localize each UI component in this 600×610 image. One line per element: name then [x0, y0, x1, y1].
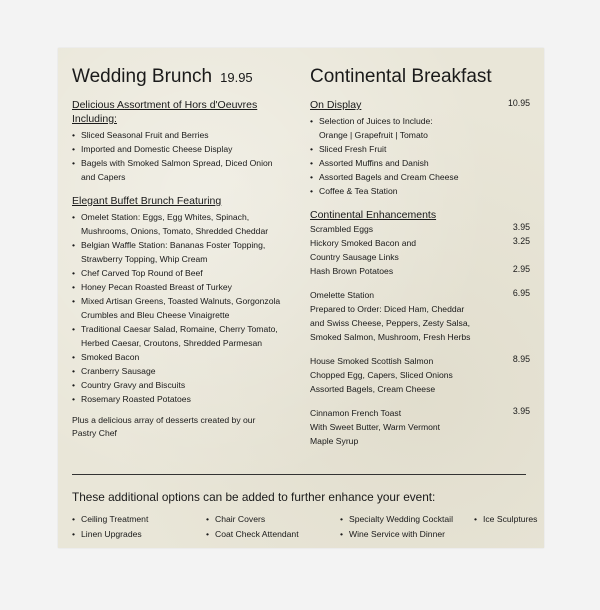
enhancements-heading: Continental Enhancements: [310, 209, 437, 221]
list-item: • Wine Service with Dinner: [340, 527, 474, 542]
list-item-continuation: Mushrooms, Onions, Tomato, Shredded Cheddar: [81, 226, 269, 236]
list-item: • Ice Sculptures: [474, 512, 546, 527]
list-item: • Smoked Bacon: [72, 350, 292, 364]
continental-breakfast-column: [310, 66, 532, 448]
menu-item-row: [310, 354, 532, 368]
list-item: • Sliced Fresh Fruit: [310, 142, 532, 156]
list-item-continuation: Crumbles and Bleu Cheese Vinaigrette: [81, 310, 230, 320]
additional-options-list: [72, 512, 542, 542]
scrambled-eggs: Scrambled Eggs: [310, 224, 374, 234]
list-item: • Country Gravy and Biscuits: [72, 378, 292, 392]
list-item: • Coffee & Tea Station: [310, 184, 532, 198]
bacon-price: 3.25: [512, 236, 530, 246]
bacon-line1: Hickory Smoked Bacon and: [310, 238, 417, 248]
omelette-line2: and Swiss Cheese, Peppers, Zesty Salsa,: [310, 318, 471, 328]
list-item: • Belgian Waffle Station: Bananas Foster Topping,: [72, 238, 292, 252]
french-toast-price: 3.95: [512, 406, 530, 416]
list-item: • Chef Carved Top Round of Beef: [72, 266, 292, 280]
list-item: • Chair Covers: [206, 512, 340, 527]
salmon-line1: Chopped Egg, Capers, Sliced Onions: [310, 370, 453, 380]
list-item: • Omelet Station: Eggs, Egg Whites, Spinach,: [72, 210, 292, 224]
list-item: • Specialty Wedding Cocktail: [340, 512, 474, 527]
list-item: • Bagels with Smoked Salmon Spread, Diced Onion: [72, 156, 292, 170]
omelette-line3: Smoked Salmon, Mushroom, Fresh Herbs: [310, 332, 471, 342]
additional-options-heading: These additional options can be added to further enhance your event:: [72, 490, 436, 504]
list-item-continuation: Strawberry Topping, Whip Cream: [81, 254, 208, 264]
buffet-list: [72, 210, 292, 406]
french-toast-line2: Maple Syrup: [310, 436, 359, 446]
list-item: • Honey Pecan Roasted Breast of Turkey: [72, 280, 292, 294]
list-item: • Mixed Artisan Greens, Toasted Walnuts, Gorgonzola: [72, 294, 292, 308]
menu-page: [58, 48, 544, 548]
french-toast-block: [310, 406, 532, 448]
menu-item-row: [310, 288, 532, 302]
wedding-brunch-title-row: [72, 66, 292, 88]
list-item: • Traditional Caesar Salad, Romaine, Cherry Tomato,: [72, 322, 292, 336]
list-item: • Ceiling Treatment: [72, 512, 206, 527]
list-item: • Rosemary Roasted Potatoes: [72, 392, 292, 406]
enhancements-block: [310, 208, 532, 278]
menu-item-row: [310, 264, 532, 278]
omelette-price: 6.95: [512, 288, 530, 298]
french-toast-name: Cinnamon French Toast: [310, 408, 402, 418]
hash-browns: Hash Brown Potatoes: [310, 266, 394, 276]
wedding-brunch-column: [72, 66, 292, 440]
continental-title-row: [310, 66, 532, 88]
scrambled-eggs-price: 3.95: [512, 222, 530, 232]
list-item: • Coat Check Attendant: [206, 527, 340, 542]
list-item-continuation: Orange | Grapefruit | Tomato: [319, 130, 428, 140]
wedding-brunch-title: Wedding Brunch: [72, 66, 213, 87]
divider: [72, 474, 526, 475]
on-display-list: [310, 114, 532, 198]
desserts-note: [72, 414, 292, 440]
hors-heading-line2: Including:: [72, 113, 117, 125]
salmon-price: 8.95: [512, 354, 530, 364]
salmon-block: [310, 354, 532, 396]
omelette-block: [310, 288, 532, 344]
list-item: • Imported and Domestic Cheese Display: [72, 142, 292, 156]
desserts-line2: Pastry Chef: [72, 428, 117, 438]
wedding-brunch-price: 19.95: [220, 70, 253, 85]
bacon-line2: Country Sausage Links: [310, 252, 399, 262]
omelette-line1: Prepared to Order: Diced Ham, Cheddar: [310, 304, 465, 314]
on-display-row: [310, 98, 532, 112]
on-display-heading: On Display: [310, 99, 362, 111]
on-display-price: 10.95: [507, 98, 530, 108]
list-item: • Selection of Juices to Include:: [310, 114, 532, 128]
menu-item-row: [310, 236, 532, 250]
continental-title: Continental Breakfast: [310, 66, 492, 87]
list-item: • Assorted Bagels and Cream Cheese: [310, 170, 532, 184]
desserts-line1: Plus a delicious array of desserts created by our: [72, 415, 256, 425]
buffet-heading: Elegant Buffet Brunch Featuring: [72, 195, 222, 207]
menu-item-row: [310, 222, 532, 236]
list-item: • Sliced Seasonal Fruit and Berries: [72, 128, 292, 142]
salmon-line2: Assorted Bagels, Cream Cheese: [310, 384, 436, 394]
hash-browns-price: 2.95: [512, 264, 530, 274]
menu-item-row: [310, 406, 532, 420]
list-item-continuation: Herbed Caesar, Croutons, Shredded Parmesan: [81, 338, 263, 348]
list-item: • Assorted Muffins and Danish: [310, 156, 532, 170]
list-item: • Linen Upgrades: [72, 527, 206, 542]
hors-list: [72, 128, 292, 184]
hors-heading-line1: Delicious Assortment of Hors d'Oeuvres: [72, 99, 258, 111]
salmon-name: House Smoked Scottish Salmon: [310, 356, 434, 366]
omelette-name: Omelette Station: [310, 290, 375, 300]
list-item: • Cranberry Sausage: [72, 364, 292, 378]
hors-heading: [72, 98, 292, 126]
french-toast-line1: With Sweet Butter, Warm Vermont: [310, 422, 441, 432]
list-item-continuation: and Capers: [81, 172, 126, 182]
